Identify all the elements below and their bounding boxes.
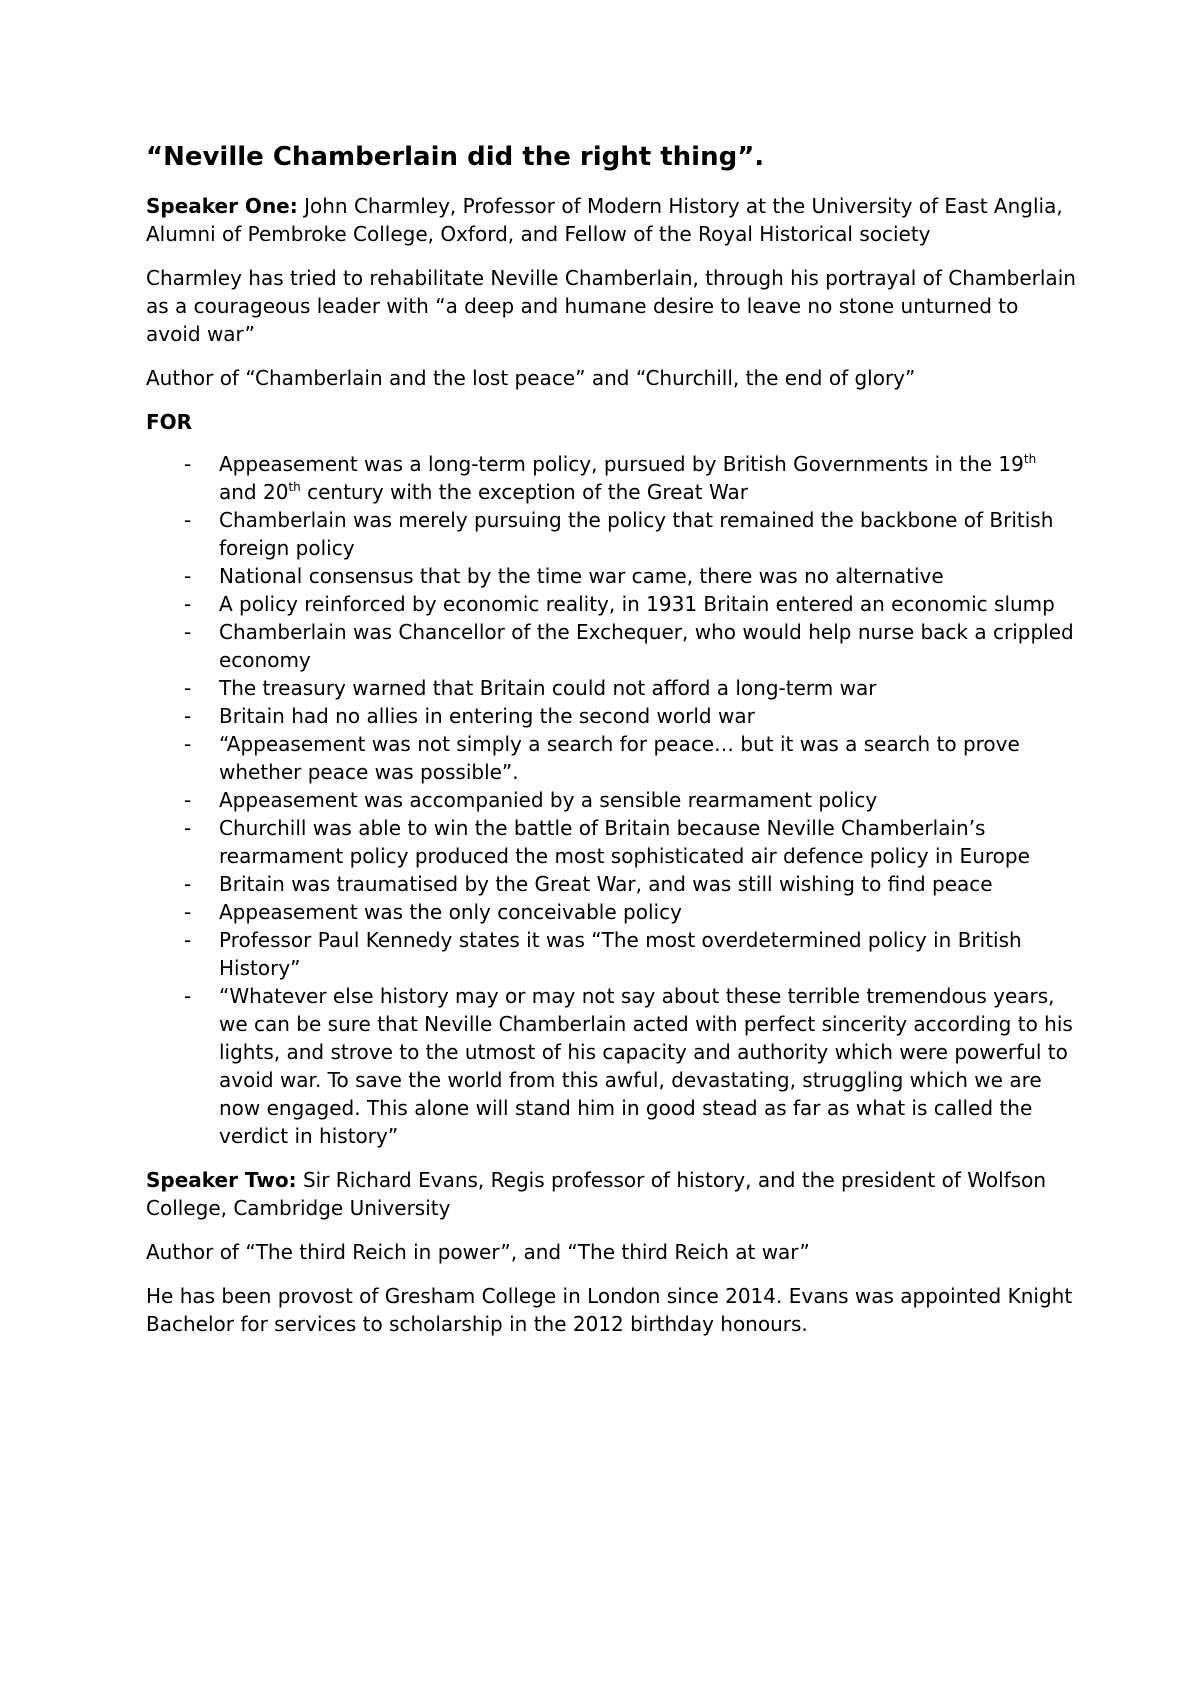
bullet-dash: - xyxy=(184,620,192,644)
bullet-dash: - xyxy=(184,872,192,896)
bullet-dash: - xyxy=(184,900,192,924)
bullet-dash: - xyxy=(184,592,192,616)
for-heading: FOR xyxy=(146,410,193,434)
list-item xyxy=(146,506,1076,562)
list-item xyxy=(146,674,1076,702)
point-text: The treasury warned that Britain could not afford a long-term war xyxy=(219,676,877,700)
list-item xyxy=(146,730,1076,786)
bullet-dash: - xyxy=(184,508,192,532)
point-text: Chamberlain was Chancellor of the Exchequer, who would help nurse back a crippled economy xyxy=(219,620,1074,672)
speaker-two-label: Speaker Two: xyxy=(146,1168,297,1192)
point-text: “Appeasement was not simply a search for peace… but it was a search to prove whether peace was possible”. xyxy=(219,732,1020,784)
list-item xyxy=(146,590,1076,618)
document-page xyxy=(146,140,1076,1354)
point-text: A policy reinforced by economic reality, in 1931 Britain entered an economic slump xyxy=(219,592,1055,616)
list-item xyxy=(146,786,1076,814)
point-text: “Whatever else history may or may not say about these terrible tremendous years, we can be sure that Neville Chamberlain acted with perfect sincerity according to his lights, and strove to the utmost of his capacity and authority which were powerful to avoid war. To save the world from this awful, devastating, struggling which we are now engaged. This alone will stand him in good stead as far as what is called the verdict in history” xyxy=(219,984,1073,1148)
list-item xyxy=(146,814,1076,870)
list-item xyxy=(146,702,1076,730)
point-text: Chamberlain was merely pursuing the policy that remained the backbone of British foreign policy xyxy=(219,508,1054,560)
bullet-dash: - xyxy=(184,928,192,952)
point-text: and 20 xyxy=(219,480,289,504)
author-one-paragraph: Author of “Chamberlain and the lost peace” and “Churchill, the end of glory” xyxy=(146,366,916,390)
list-item xyxy=(146,982,1076,1150)
bullet-dash: - xyxy=(184,816,192,840)
author-two-paragraph: Author of “The third Reich in power”, and “The third Reich at war” xyxy=(146,1240,810,1264)
point-text: Appeasement was accompanied by a sensible rearmament policy xyxy=(219,788,878,812)
point-text: Britain was traumatised by the Great War, and was still wishing to find peace xyxy=(219,872,993,896)
bullet-dash: - xyxy=(184,452,192,476)
point-text: Appeasement was a long-term policy, pursued by British Governments in the 19 xyxy=(219,452,1024,476)
list-item xyxy=(146,870,1076,898)
speaker-two-description: Sir Richard Evans, Regis professor of history, and the president of Wolfson College, Cambridge University xyxy=(146,1168,1047,1220)
bullet-dash: - xyxy=(184,564,192,588)
point-text: century with the exception of the Great War xyxy=(300,480,748,504)
point-text: Churchill was able to win the battle of Britain because Neville Chamberlain’s rearmament policy produced the most sophisticated air defence policy in Europe xyxy=(219,816,1030,868)
rehabilitate-paragraph: Charmley has tried to rehabilitate Neville Chamberlain, through his portrayal of Chamberlain as a courageous leader with “a deep and humane desire to leave no stone unturned to avoid war” xyxy=(146,266,1076,346)
bullet-dash: - xyxy=(184,732,192,756)
list-item xyxy=(146,926,1076,982)
ordinal-suffix: th xyxy=(1023,452,1037,466)
provost-paragraph: He has been provost of Gresham College in London since 2014. Evans was appointed Knight Bachelor for services to scholarship in the 2012 birthday honours. xyxy=(146,1284,1073,1336)
bullet-dash: - xyxy=(184,984,192,1008)
bullet-dash: - xyxy=(184,676,192,700)
speaker-two-paragraph xyxy=(146,1166,1076,1222)
point-text: Professor Paul Kennedy states it was “The most overdetermined policy in British History” xyxy=(219,928,1022,980)
speaker-one-paragraph xyxy=(146,192,1076,248)
point-text: Appeasement was the only conceivable policy xyxy=(219,900,682,924)
list-item xyxy=(146,562,1076,590)
bullet-dash: - xyxy=(184,704,192,728)
bullet-dash: - xyxy=(184,788,192,812)
document-title: “Neville Chamberlain did the right thing”. xyxy=(146,142,765,172)
point-text: Britain had no allies in entering the second world war xyxy=(219,704,755,728)
list-item xyxy=(146,618,1076,674)
list-item xyxy=(146,898,1076,926)
speaker-one-label: Speaker One: xyxy=(146,194,298,218)
list-item xyxy=(146,450,1076,506)
for-points-list xyxy=(146,450,1076,1150)
point-text: National consensus that by the time war came, there was no alternative xyxy=(219,564,944,588)
speaker-one-description: John Charmley, Professor of Modern History at the University of East Anglia, Alumni of Pembroke College, Oxford, and Fellow of the Royal Historical society xyxy=(146,194,1063,246)
ordinal-suffix: th xyxy=(288,480,301,494)
